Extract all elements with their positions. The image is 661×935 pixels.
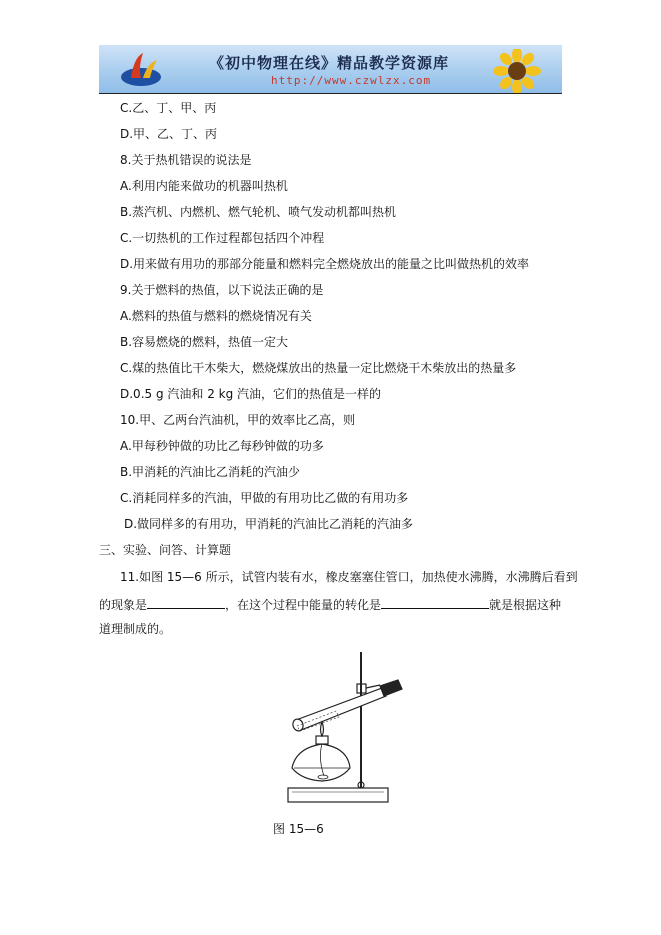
q11-text-b: ，在这个过程中能量的转化是: [225, 598, 382, 612]
banner-url[interactable]: http://www.czwlzx.com: [271, 74, 432, 87]
question-11-line2: [99, 595, 561, 613]
option-c-10: C.消耗同样多的汽油，甲做的有用功比乙做的有用功多: [120, 491, 409, 505]
option-b-10: B.甲消耗的汽油比乙消耗的汽油少: [120, 465, 301, 479]
answer-blank-1[interactable]: [147, 595, 225, 609]
sunflower-icon: [487, 49, 547, 93]
question-9: 9.关于燃料的热值，以下说法正确的是: [120, 283, 324, 297]
option-b-8: B.蒸汽机、内燃机、燃气轮机、喷气发动机都叫热机: [120, 205, 397, 219]
option-d-8: D.用来做有用功的那部分能量和燃料完全燃烧放出的能量之比叫做热机的效率: [120, 257, 530, 271]
logo-icon: [119, 50, 165, 90]
option-d-9: D.0.5 g 汽油和 2 kg 汽油，它们的热值是一样的: [120, 387, 382, 401]
option-a-8: A.利用内能来做功的机器叫热机: [120, 179, 288, 193]
banner-title: 《初中物理在线》精品教学资源库: [209, 54, 450, 72]
option-c-9: C.煤的热值比干木柴大，燃烧煤放出的热量一定比燃烧干木柴放出的热量多: [120, 361, 517, 375]
question-8: 8.关于热机错误的说法是: [120, 153, 252, 167]
option-d-7: D.甲、乙、丁、丙: [120, 127, 218, 141]
q11-text-a: 的现象是: [99, 598, 148, 612]
option-c-8: C.一切热机的工作过程都包括四个冲程: [120, 231, 325, 245]
test-tube-apparatus-figure: [270, 640, 410, 815]
figure-caption: 图 15—6: [273, 822, 324, 836]
answer-blank-2[interactable]: [381, 595, 489, 609]
question-11-line3: 道理制成的。: [99, 622, 172, 636]
q11-text-c: 就是根据这种: [489, 598, 562, 612]
question-10: 10.甲、乙两台汽油机，甲的效率比乙高，则: [120, 413, 356, 427]
option-c-7: C.乙、丁、甲、丙: [120, 101, 217, 115]
header-rule: [99, 93, 562, 94]
header-banner: [99, 45, 562, 93]
question-11: 11.如图 15—6 所示，试管内装有水，橡皮塞塞住管口，加热使水沸腾，水沸腾后看到: [120, 570, 578, 584]
option-a-9: A.燃料的热值与燃料的燃烧情况有关: [120, 309, 312, 323]
option-b-9: B.容易燃烧的燃料，热值一定大: [120, 335, 289, 349]
option-d-10: D.做同样多的有用功，甲消耗的汽油比乙消耗的汽油多: [124, 517, 414, 531]
option-a-10: A.甲每秒钟做的功比乙每秒钟做的功多: [120, 439, 324, 453]
section-heading-3: 三、实验、问答、计算题: [99, 543, 232, 557]
